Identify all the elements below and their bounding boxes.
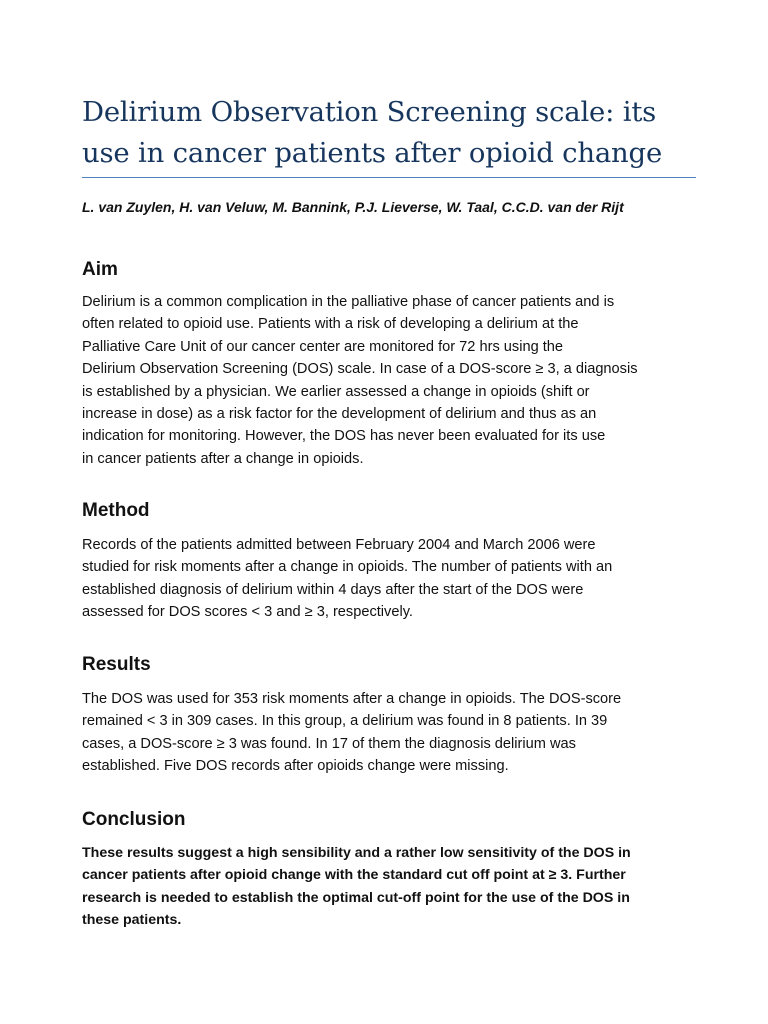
section-body-results [82, 688, 694, 778]
author-list: L. van Zuylen, H. van Veluw, M. Bannink, P.J. Lieverse, W. Taal, C.C.D. van der Rijt [82, 199, 624, 215]
paper-title [82, 92, 712, 174]
section-heading-aim: Aim [82, 259, 118, 280]
body-line: The DOS was used for 353 risk moments after a change in opioids. The DOS-score [82, 691, 622, 707]
body-line: These results suggest a high sensibility and a rather low sensitivity of the DOS in [82, 845, 631, 861]
body-line: Palliative Care Unit of our cancer center are monitored for 72 hrs using the [82, 338, 564, 355]
body-line: increase in dose) as a risk factor for the development of delirium and thus as an [82, 406, 597, 423]
body-line: indication for monitoring. However, the DOS has never been evaluated for its use [82, 428, 606, 445]
body-line: research is needed to establish the optimal cut-off point for the use of the DOS in [82, 889, 630, 906]
paper-title-line: Delirium Observation Screening scale: its [82, 96, 657, 128]
body-line: in cancer patients after a change in opioids. [82, 450, 364, 467]
body-line: studied for risk moments after a change in opioids. The number of patients with an [82, 559, 613, 576]
paper-title-line: use in cancer patients after opioid change [82, 137, 663, 169]
body-line: often related to opioid use. Patients with a risk of developing a delirium at the [82, 316, 579, 333]
body-line: assessed for DOS scores < 3 and ≥ 3, respectively. [82, 604, 413, 621]
body-line: Delirium Observation Screening (DOS) scale. In case of a DOS-score ≥ 3, a diagnosis [82, 361, 638, 378]
body-line: Delirium is a common complication in the palliative phase of cancer patients and is [82, 294, 615, 310]
section-heading-results: Results [82, 654, 151, 675]
body-line: these patients. [82, 912, 182, 929]
body-line: remained < 3 in 309 cases. In this group, a delirium was found in 8 patients. In 39 [82, 713, 608, 730]
body-line: established. Five DOS records after opioids change were missing. [82, 758, 509, 775]
section-body-conclusion [82, 842, 694, 932]
body-line: is established by a physician. We earlier assessed a change in opioids (shift or [82, 383, 590, 400]
section-heading-method: Method [82, 500, 150, 521]
title-divider [82, 177, 696, 178]
body-line: Records of the patients admitted between February 2004 and March 2006 were [82, 537, 596, 553]
section-heading-conclusion: Conclusion [82, 809, 186, 830]
body-line: established diagnosis of delirium within 4 days after the start of the DOS were [82, 581, 584, 598]
section-body-method [82, 534, 694, 624]
body-line: cases, a DOS-score ≥ 3 was found. In 17 of them the diagnosis delirium was [82, 735, 576, 752]
section-body-aim [82, 291, 694, 470]
body-line: cancer patients after opioid change with the standard cut off point at ≥ 3. Further [82, 867, 626, 884]
